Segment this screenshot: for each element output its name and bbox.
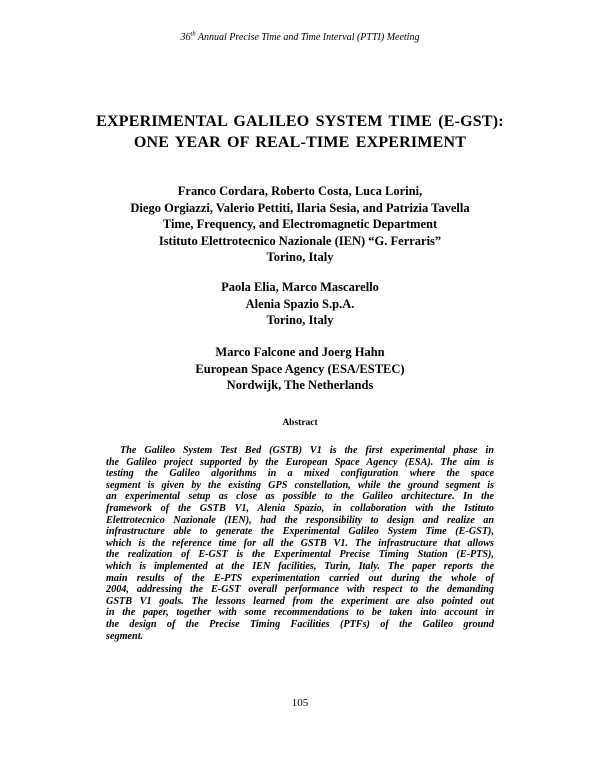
affiliation-line: European Space Agency (ESA/ESTEC) [195, 361, 405, 376]
affiliation-line: Time, Frequency, and Electromagnetic Department [162, 217, 438, 231]
location-line: Torino, Italy [266, 250, 334, 264]
location-line: Torino, Italy [266, 313, 334, 327]
abstract-line: segment. [106, 630, 144, 642]
abstract-line: Elettrotecnico Nazionale (IEN), had the responsibility to design and realize an [106, 514, 494, 526]
abstract-line: framework of the GSTB V1, Alenia Spazio, in collaboration with the Istituto [106, 502, 494, 514]
author-block-alenia [40, 279, 560, 329]
running-head-number: 36 [180, 32, 191, 43]
page-number: 105 [291, 697, 309, 709]
running-head-ordinal: th [190, 30, 196, 38]
abstract-line: main results of the E-PTS experimentation carried out during the whole of [106, 572, 494, 584]
running-head [0, 32, 600, 43]
title-line-2: ONE YEAR OF REAL-TIME EXPERIMENT [133, 134, 467, 151]
abstract-line: The Galileo System Test Bed (GSTB) V1 is the first experimental phase in [120, 445, 494, 456]
abstract-line: which is the reference time for all the GSTB V1. The infrastructure that allows [106, 537, 494, 549]
abstract-body [106, 445, 494, 642]
abstract-line: the design of the Precise Timing Facilities (PTFs) of the Galileo ground [106, 618, 494, 630]
affiliation-line: Alenia Spazio S.p.A. [245, 296, 355, 311]
title-line-1: EXPERIMENTAL GALILEO SYSTEM TIME (E-GST): [96, 113, 504, 130]
abstract-line: which is implemented at the IEN facilities, Turin, Italy. The paper reports the [106, 560, 494, 572]
author-block-ien [40, 183, 560, 266]
affiliation-line: Istituto Elettrotecnico Nazionale (IEN) “G. Ferraris” [158, 233, 442, 248]
abstract-line: in the paper, together with some recommendations to be taken into account in [106, 607, 494, 619]
abstract-line: testing the Galileo algorithms in a mixed configuration where the space [106, 468, 494, 480]
abstract-line: the realization of E-GST is the Experimental Precise Timing Station (E-PTS), [106, 549, 494, 561]
paper-title [40, 111, 560, 153]
abstract-line: the Galileo project supported by the European Space Agency (ESA). The aim is [106, 456, 494, 468]
author-line: Franco Cordara, Roberto Costa, Luca Lorini, [177, 184, 423, 198]
location-line: Nordwijk, The Netherlands [226, 378, 374, 392]
author-line: Paola Elia, Marco Mascarello [221, 280, 379, 294]
abstract-heading: Abstract [282, 418, 318, 428]
abstract-line: segment is given by the existing GPS constellation, while the ground segment is [106, 479, 494, 491]
running-head-text: Annual Precise Time and Time Interval (PTTI) Meeting [195, 32, 420, 43]
abstract-line: infrastructure able to generate the Experimental Galileo System Time (E-GST), [106, 526, 494, 538]
abstract-line: 2004, addressing the E-GST overall performance with respect to the demanding [106, 584, 494, 596]
author-line: Marco Falcone and Joerg Hahn [215, 345, 385, 359]
abstract-line: GSTB V1 goals. The lessons learned from the experiment are also pointed out [106, 595, 494, 607]
abstract-line: an experimental setup as close as possible to the Galileo architecture. In the [106, 491, 494, 503]
author-line: Diego Orgiazzi, Valerio Pettiti, Ilaria Sesia, and Patrizia Tavella [130, 200, 470, 215]
author-block-esa [40, 344, 560, 394]
